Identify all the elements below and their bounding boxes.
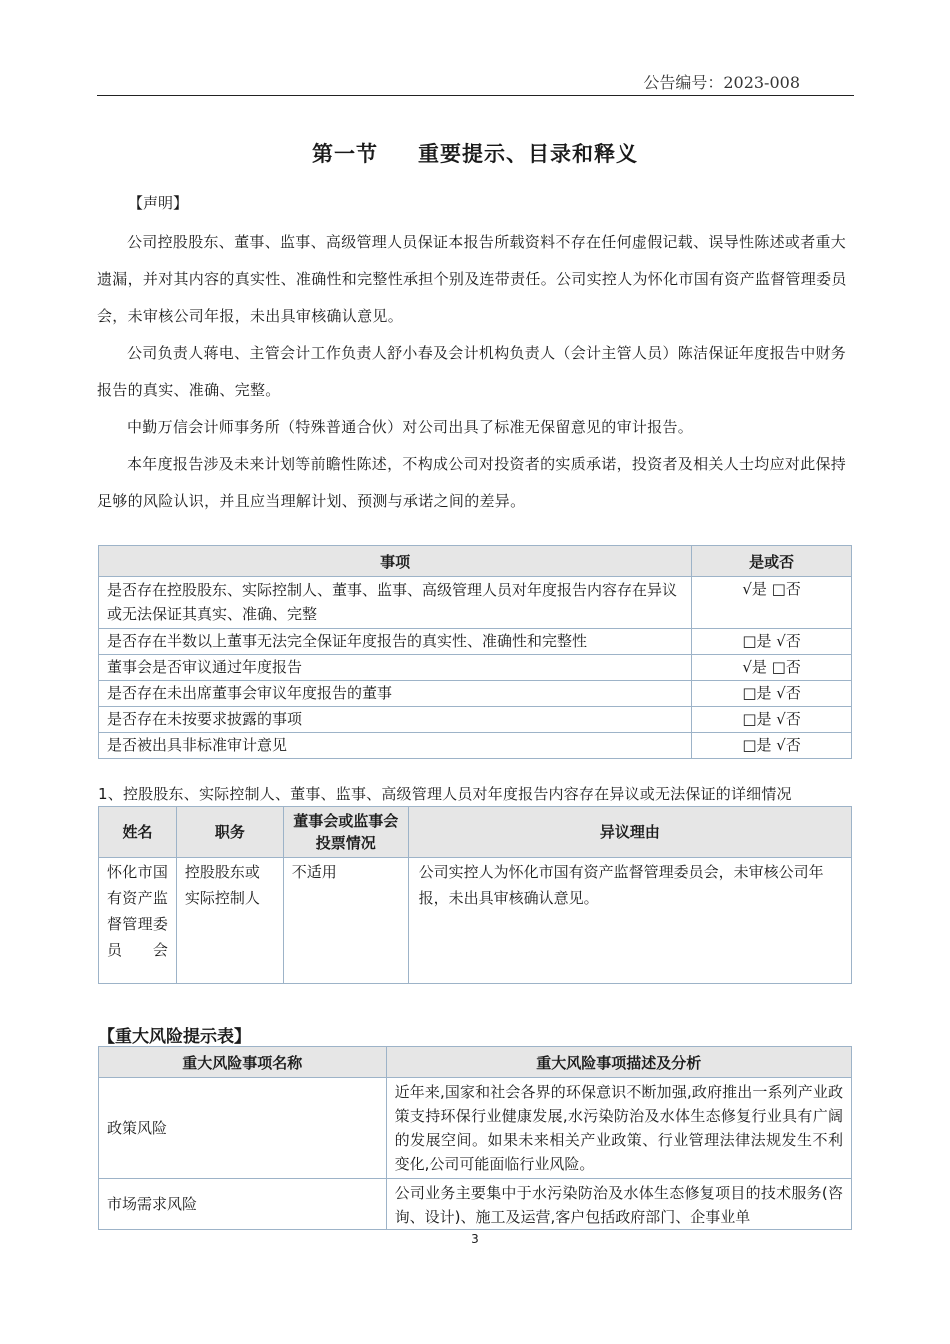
risk-table [98, 1046, 852, 1230]
table-row [99, 629, 852, 655]
matters-header-row [99, 546, 852, 577]
statement-paragraph-3: 中勤万信会计师事务所（特殊普通合伙）对公司出具了标准无保留意见的审计报告。 [127, 418, 694, 436]
objection-header-vote: 董事会或监事会投票情况 [283, 807, 408, 858]
table-row [99, 1179, 852, 1230]
objection-header-position: 职务 [176, 807, 283, 858]
matter-item: 是否存在未出席董事会审议年度报告的董事 [99, 681, 692, 707]
table-row [99, 707, 852, 733]
risk-name: 政策风险 [99, 1078, 387, 1179]
objection-header-name: 姓名 [99, 807, 177, 858]
matter-item: 是否存在未按要求披露的事项 [99, 707, 692, 733]
risk-table-title: 【重大风险提示表】 [98, 1027, 251, 1047]
matter-item: 是否存在半数以上董事无法完全保证年度报告的真实性、准确性和完整性 [99, 629, 692, 655]
statement-paragraph-1: 公司控股股东、董事、监事、高级管理人员保证本报告所载资料不存在任何虚假记载、误导性陈述或者重大遗漏，并对其内容的真实性、准确性和完整性承担个别及连带责任。公司实控人为怀化市国有资产监督管理委员会，未审核公司年报，未出具审核确认意见。 [97, 233, 847, 325]
table-row [99, 681, 852, 707]
section-heading: 重要提示、目录和释义 [418, 142, 638, 166]
matter-item: 董事会是否审议通过年度报告 [99, 655, 692, 681]
objection-name: 怀化市国有资产监督管理委员会 [99, 858, 177, 984]
objection-title: 1、控股股东、实际控制人、董事、监事、高级管理人员对年度报告内容存在异议或无法保证的详细情况 [98, 785, 792, 803]
table-row [99, 858, 852, 984]
matter-answer: □是 √否 [692, 681, 852, 707]
matters-header-item: 事项 [99, 546, 692, 577]
matter-item: 是否被出具非标准审计意见 [99, 733, 692, 759]
matter-answer: □是 √否 [692, 629, 852, 655]
risk-header-name: 重大风险事项名称 [99, 1047, 387, 1078]
risk-desc: 近年来,国家和社会各界的环保意识不断加强,政府推出一系列产业政策支持环保行业健康发展,水污染防治及水体生态修复行业具有广阔的发展空间。如果未来相关产业政策、行业管理法律法规发生不利变化,公司可能面临行业风险。 [386, 1078, 851, 1179]
page-number: 3 [471, 1232, 479, 1246]
table-row [99, 655, 852, 681]
risk-header-desc: 重大风险事项描述及分析 [386, 1047, 851, 1078]
matter-answer: √是 □否 [692, 655, 852, 681]
matters-header-answer: 是或否 [692, 546, 852, 577]
risk-header-row [99, 1047, 852, 1078]
matter-item: 是否存在控股股东、实际控制人、董事、监事、高级管理人员对年度报告内容存在异议或无法保证其真实、准确、完整 [99, 577, 692, 629]
table-row [99, 1078, 852, 1179]
statement-paragraph-4: 本年度报告涉及未来计划等前瞻性陈述，不构成公司对投资者的实质承诺，投资者及相关人士均应对此保持足够的风险认识，并且应当理解计划、预测与承诺之间的差异。 [97, 455, 847, 510]
objection-reason: 公司实控人为怀化市国有资产监督管理委员会，未审核公司年报，未出具审核确认意见。 [408, 858, 851, 984]
section-number: 第一节 [312, 142, 378, 166]
matter-answer: □是 √否 [692, 733, 852, 759]
header-divider [97, 95, 854, 96]
objection-header-reason: 异议理由 [408, 807, 851, 858]
matter-answer: □是 √否 [692, 707, 852, 733]
risk-desc: 公司业务主要集中于水污染防治及水体生态修复项目的技术服务(咨询、设计)、施工及运营,客户包括政府部门、企事业单 [386, 1179, 851, 1230]
table-row [99, 577, 852, 629]
section-title [0, 138, 950, 168]
matters-table [98, 545, 852, 759]
statement-paragraph-2: 公司负责人蒋电、主管会计工作负责人舒小春及会计机构负责人（会计主管人员）陈洁保证年度报告中财务报告的真实、准确、完整。 [97, 344, 847, 399]
matter-answer: √是 □否 [692, 577, 852, 629]
table-row [99, 733, 852, 759]
risk-name: 市场需求风险 [99, 1179, 387, 1230]
objection-header-row [99, 807, 852, 858]
objection-vote: 不适用 [283, 858, 408, 984]
announcement-number: 公告编号：2023-008 [643, 73, 800, 92]
objection-position: 控股股东或实际控制人 [176, 858, 283, 984]
objection-table [98, 806, 852, 984]
statement-label: 【声明】 [128, 194, 189, 212]
